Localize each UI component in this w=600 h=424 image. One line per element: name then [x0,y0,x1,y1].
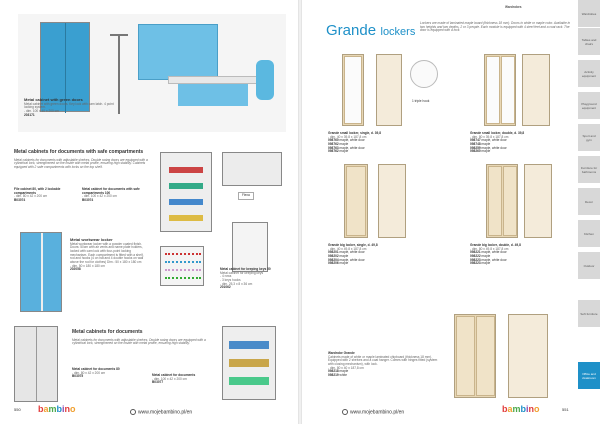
g2-dims: - dim. 80 x 39,8 x 187,8 cm [470,134,509,139]
g2-variant: maple [481,142,491,147]
wardrobe-variant: maple [339,369,349,374]
safe-cabinet-100-dims: - dim. 100 x 42 x 200 cm [82,194,117,199]
g1-variant: maple [339,142,349,147]
document-cabinet-80-image [14,326,58,402]
g2-code: 098748 [470,142,481,147]
locker-big-double-open-image [524,164,552,238]
g1-variant: maple, white door [339,145,365,150]
section-desc-safe-cabinets: Metal cabinets for documents with adjustable shelves. Double swing doors are equipped with a cylindrical lock, strengthened on the inside with metal profile, ensuring high stability. Cabinets equipped with 2 safe compartments with locks on the top shelf. [14,157,148,170]
open-document-cabinet-image [160,152,212,232]
doc-cabinet-code: B03077 [152,380,164,385]
g1-variant: maple [339,149,349,154]
g3-variant: maple [339,254,349,259]
wardrobe-variant: white [339,373,347,378]
key-cabinet-dims: - dim. 25,3 x 8 x 36 cm [220,281,253,286]
workwear-locker-title: Metal workwear locker [70,237,113,242]
locker-small-double-open-image [522,54,550,126]
g2-variant: maple, white door [481,138,507,143]
g3-title: Grande big locker, single, d. 49,8 [328,243,378,247]
safe-cabinet-100-code: B03074 [82,198,94,203]
grande-intro: Lockers are made of laminated maple board (thickness 18 mm). Doors in white or maple color. Available in two heights and two depths, 2 or 3 people. Each module is equipped with 4 steel feet and a coat rack. The door is equipped with a lock. [420,21,571,33]
g1-title: Grande small locker, single, d. 39,8 [328,131,381,135]
g3-code: 098204 [328,257,339,262]
file-cabinet-80-dims: - dim. 80 x 42 x 200 cm [14,194,48,199]
triple-hook-caption: 1 triple hook [412,99,430,103]
sidetab-3[interactable]: Playground equipment [578,92,600,120]
g3-code: 098202 [328,254,339,259]
green-cabinet-dims: - dim. 100 x 40 x 200 cm [24,108,59,113]
g4-code: 098223 [470,261,481,266]
sidetab-5[interactable]: Furniture for bathrooms [578,156,600,184]
g4-code: 098221 [470,250,481,255]
g1-dims: - dim. 40 x 39,8 x 187,8 cm [328,134,367,139]
triple-hook-image [410,60,438,88]
key-cabinet-code: 201062 [220,285,231,290]
green-cabinet-desc: Metal cabinet with green doors. Key lock with cam latch. 4 point locking system. [24,101,114,110]
section-title-doc-cabinets: Metal cabinets for documents [72,329,143,335]
safe-cabinet-100-title: Metal cabinet for documents with safe compartments 100 [82,187,140,195]
sidetab-7[interactable]: Kitchen [578,220,600,248]
g1-code: 098760 [328,138,339,143]
safe-compartment-image [222,152,282,186]
g3-code: 098201 [328,250,339,255]
wardrobe-code: 098219 [328,373,339,378]
key-cabinet-bullet-2: - 3 keys hooks [220,278,241,283]
g3-variant: maple, white door [339,250,365,255]
green-cabinet-code: 203171 [24,112,35,117]
locker-big-double-image [486,164,518,238]
wardrobe-title: Wardrobe Grande [328,351,355,355]
g4-dims: - dim. 80 x 49,8 x 187,8 cm [470,246,509,251]
g2-variant: maple, white door [481,145,507,150]
header-tab-label: Wardrobes [505,5,522,9]
key-cabinet-closed-image [232,222,268,272]
file-cabinet-80-code: B03074 [14,198,26,203]
g2-variant: maple [481,149,491,154]
g4-variant: maple [481,254,491,259]
g1-code: 098762 [328,149,339,154]
g4-code: 098223 [470,257,481,262]
wardrobe-code: 098218 [328,369,339,374]
g3-code: 098206 [328,261,339,266]
wardrobe-closed-image [454,314,496,398]
g1-code: 098762 [328,142,339,147]
flexa-tag: Flexa [238,192,254,200]
globe-icon [342,409,348,415]
locker-big-single-open-image [378,164,406,238]
doc-cabinet-80-dims: - dim. 80 x 42 x 200 cm [72,370,106,375]
doc-cabinet-80-title: Metal cabinet for documents 80 [72,367,120,371]
g4-title: Grande big locker, double, d. 49,8 [470,243,521,247]
g2-title: Grande small locker, double, d. 39,8 [470,131,525,135]
key-cabinet-desc: Metal cabinet for keeping keys [220,270,264,275]
g4-variant: maple [481,261,491,266]
g1-variant: maple, white door [339,138,365,143]
green-cabinet-title: Metal cabinet with green doors [24,97,83,102]
right-page-number: 551 [562,407,569,412]
locker-small-single-image [342,54,364,126]
bambino-logo-right: bambino [502,404,540,414]
g2-code: 098260 [470,149,481,154]
file-cabinet-80-title: File cabinet 80, with 2 lockable compartments [14,187,61,195]
page-gutter [298,0,302,424]
sidetab-9[interactable]: Soft furniture [578,300,600,328]
g4-variant: maple, white door [481,257,507,262]
g4-code: 098222 [470,254,481,259]
g2-code: 098747 [470,138,481,143]
bambino-logo-left: bambino [38,404,76,414]
desk-image [168,76,268,84]
key-cabinet-title: Metal cabinet for keeping keys 50 [220,267,271,271]
g3-variant: maple, white door [339,257,365,262]
key-cabinet-open-image [160,246,204,286]
chair-image [256,60,274,100]
sidetab-0[interactable]: Wardrobes [578,0,600,28]
workwear-locker-image [20,232,62,312]
g3-variant: maple [339,261,349,266]
coat-stand-image [118,34,120,114]
locker-small-single-open-image [376,54,402,126]
sidetab-4[interactable]: Sport and gym [578,124,600,152]
left-page-number: 550 [14,407,21,412]
locker-small-double-image [484,54,516,126]
sidetab-6[interactable]: Decor [578,188,600,216]
g2-code: 098259 [470,145,481,150]
g4-variant: maple, white door [481,250,507,255]
workwear-locker-desc: Metal workwear locker with a powder coated finish. Doors: 50cm with air vents and name plate holders, locked with cam lock with four-point locking mechanism. Each compartment is fitted with a shelf, rod and hooks (4 on hat and 4 double hooks on wall above the rod for clothes) Dim.: 50 x 180 x 180 cm [70,241,144,264]
globe-icon [130,409,136,415]
lockers-title: lockers [380,26,416,38]
doc-cabinet-dims: - dim. 100 x 42 x 200 cm [152,376,187,381]
wardrobe-desc: Cabinets made of white or maple laminated chipboard (thickness 18 mm). Equipped with 2 shelves and a coat hanger. Comes with hinges fitted (system with closing mechanism), with lock. [328,354,438,367]
sidetab-8[interactable]: Outdoor [578,252,600,280]
right-footer-url[interactable]: www.mojebambino.pl/en [350,409,405,416]
grande-title: Grande [326,22,377,39]
section-desc-doc-cabinets: Metal cabinets for documents with adjustable shelves. Double swing doors are equipped with a cylindrical lock, strengthened on the inside with metal profile, ensuring high stability. [72,337,206,346]
doc-cabinet-title: Metal cabinet for documents [152,373,196,377]
section-title-safe-cabinets: Metal cabinets for documents with safe compartments [14,149,144,155]
sidetab-1[interactable]: Tables and chairs [578,28,600,56]
left-footer-url[interactable]: www.mojebambino.pl/en [138,409,193,416]
wardrobe-dims: - dim. 80 x 40 x 187,8 cm [328,365,364,370]
workwear-locker-dims: - dim. 50 x 180 x 180 cm [70,263,105,268]
sidetab-2[interactable]: Activity equipment [578,60,600,88]
cabinet-row-image [138,24,218,80]
document-cabinet-open-image [222,326,276,400]
doc-cabinet-80-code: B03075 [72,374,84,379]
key-cabinet-bullet-1: - 4 rows [220,274,232,279]
sidetab-10[interactable]: Office and cloakroom [578,362,600,390]
g3-dims: - dim. 40 x 49,8 x 187,8 cm [328,246,367,251]
workwear-locker-code: 202058 [70,267,81,272]
g1-code: 098763 [328,145,339,150]
wardrobe-open-image [508,314,548,398]
locker-big-single-image [344,164,368,238]
